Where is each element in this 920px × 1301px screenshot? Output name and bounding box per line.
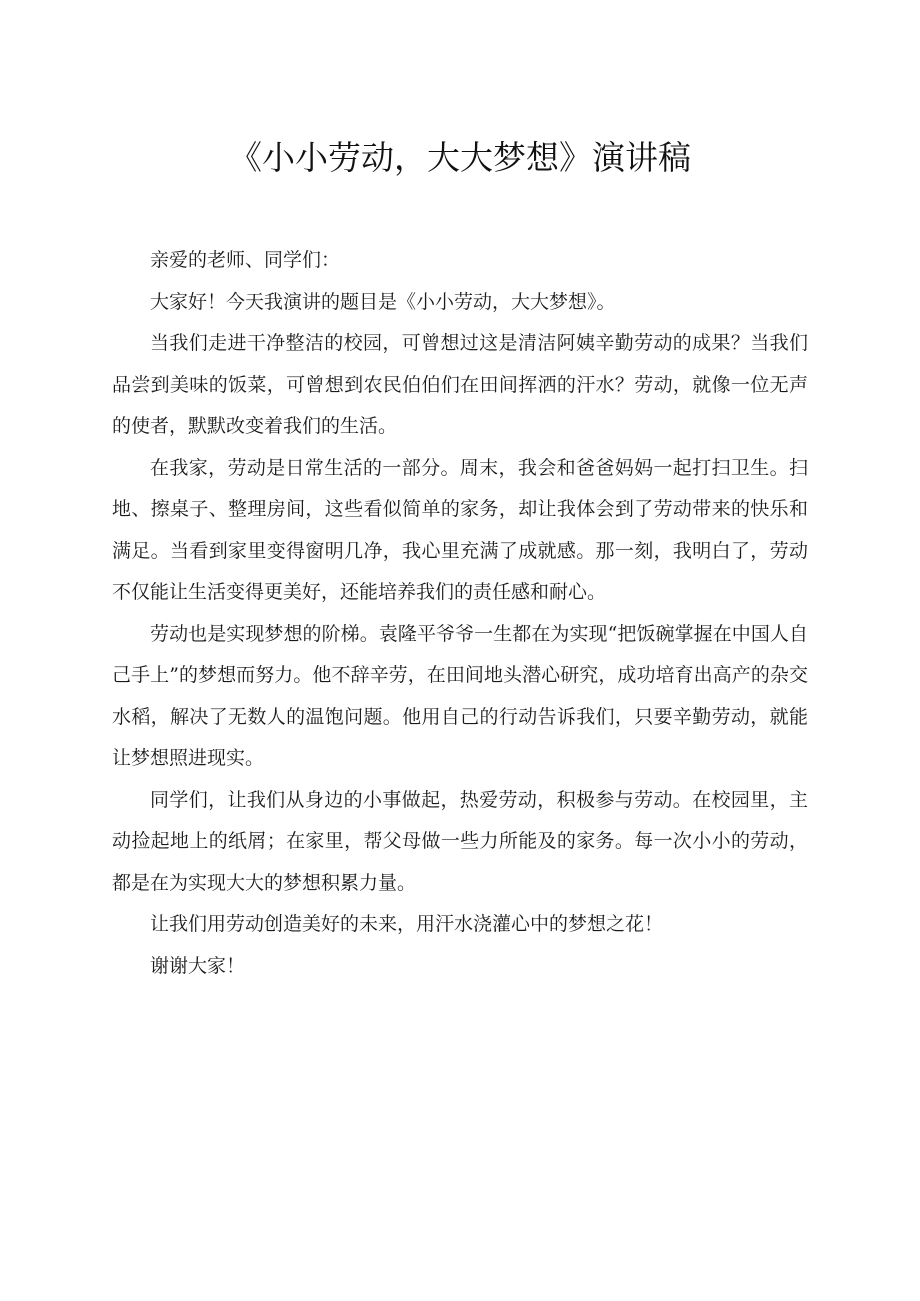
- document-title: 《小小劳动，大大梦想》演讲稿: [229, 138, 691, 177]
- speech-body: [112, 240, 808, 987]
- body-paragraph: 同学们，让我们从身边的小事做起，热爱劳动，积极参与劳动。在校园里，主动捡起地上的纸屑；在家里，帮父母做一些力所能及的家务。每一次小小的劳动，都是在为实现大大的梦想积累力量。: [112, 788, 808, 894]
- body-paragraph: 当我们走进干净整洁的校园，可曾想过这是清洁阿姨辛勤劳动的成果？当我们品尝到美味的饭菜，可曾想到农民伯伯们在田间挥洒的汗水？劳动，就像一位无声的使者，默默改变着我们的生活。: [112, 332, 808, 437]
- greeting-paragraph: 大家好！今天我演讲的题目是《小小劳动，大大梦想》。: [150, 290, 616, 313]
- body-paragraph: 劳动也是实现梦想的阶梯。袁隆平爷爷一生都在为实现“把饭碗掌握在中国人自己手上”的梦想而努力。他不辞辛劳，在田间地头潜心研究，成功培育出高产的杂交水稻，解决了无数人的温饱问题。他用自己的行动告诉我们，只要辛勤劳动，就能让梦想照进现实。: [112, 622, 808, 769]
- body-paragraph: 在我家，劳动是日常生活的一部分。周末，我会和爸爸妈妈一起打扫卫生。扫地、擦桌子、整理房间，这些看似简单的家务，却让我体会到了劳动带来的快乐和满足。当看到家里变得窗明几净，我心里充满了成就感。那一刻，我明白了，劳动不仅能让生活变得更美好，还能培养我们的责任感和耐心。: [112, 456, 808, 603]
- closing-paragraph: 让我们用劳动创造美好的未来，用汗水浇灌心中的梦想之花！: [150, 913, 664, 935]
- salutation-paragraph: 亲爱的老师、同学们：: [150, 249, 341, 271]
- thanks-paragraph: 谢谢大家！: [150, 954, 246, 977]
